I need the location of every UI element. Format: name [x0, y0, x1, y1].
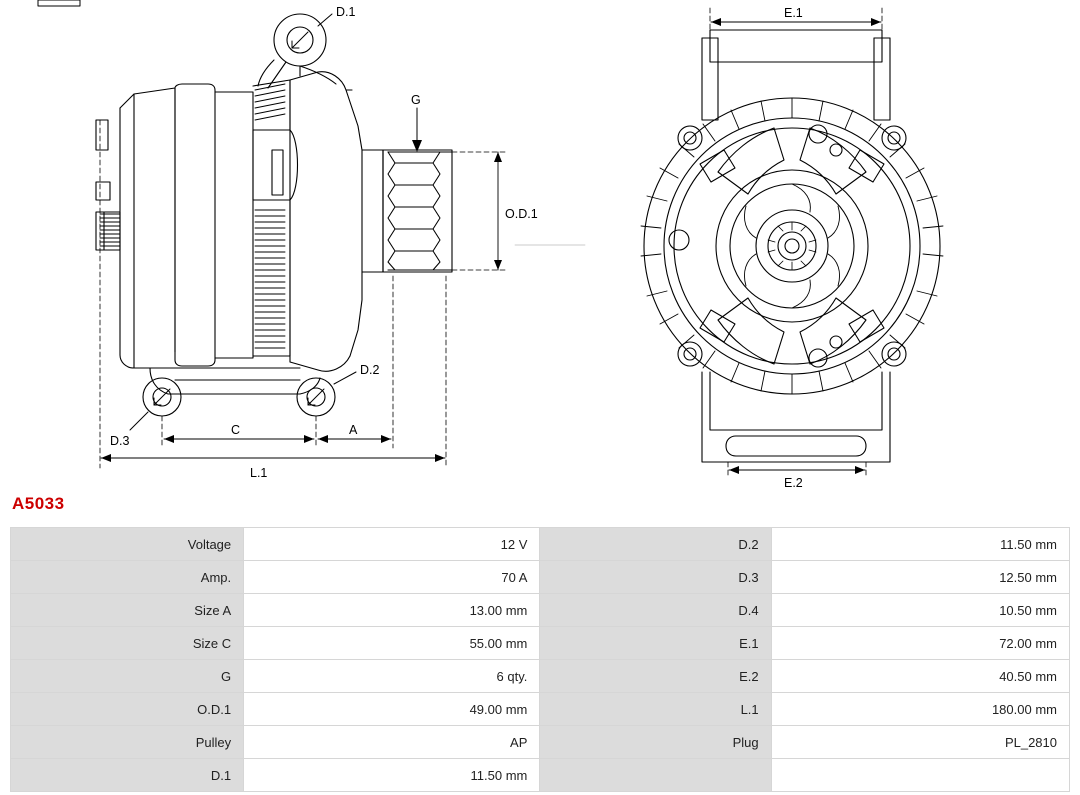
- spec-label: D.2: [540, 528, 771, 561]
- spec-value: 70 A: [244, 561, 540, 594]
- spec-value: 6 qty.: [244, 660, 540, 693]
- label-d3: D.3: [110, 434, 130, 448]
- spec-value: 180.00 mm: [771, 693, 1069, 726]
- table-row: [11, 627, 1070, 660]
- specification-table: [10, 527, 1070, 792]
- label-e1: E.1: [784, 6, 803, 20]
- label-e2: E.2: [784, 476, 803, 490]
- part-number: A5033: [12, 494, 65, 513]
- spec-value: 40.50 mm: [771, 660, 1069, 693]
- spec-value: 11.50 mm: [244, 759, 540, 792]
- spec-label: Size C: [11, 627, 244, 660]
- table-row: [11, 594, 1070, 627]
- label-l1: L.1: [250, 466, 268, 480]
- spec-value: 49.00 mm: [244, 693, 540, 726]
- table-row: [11, 561, 1070, 594]
- spec-value: AP: [244, 726, 540, 759]
- spec-value-empty: [771, 759, 1069, 792]
- spec-value: 12.50 mm: [771, 561, 1069, 594]
- spec-label: Plug: [540, 726, 771, 759]
- label-od1: O.D.1: [505, 207, 538, 221]
- label-g: G: [411, 93, 421, 107]
- table-row: [11, 726, 1070, 759]
- spec-label: D.1: [11, 759, 244, 792]
- spec-value: PL_2810: [771, 726, 1069, 759]
- table-row: [11, 759, 1070, 792]
- spec-label-empty: [540, 759, 771, 792]
- spec-label: Pulley: [11, 726, 244, 759]
- table-row: [11, 528, 1070, 561]
- label-a: A: [349, 423, 358, 437]
- spec-label: E.1: [540, 627, 771, 660]
- spec-value: 55.00 mm: [244, 627, 540, 660]
- table-row: [11, 660, 1070, 693]
- spec-label: L.1: [540, 693, 771, 726]
- label-d1: D.1: [336, 5, 356, 19]
- spec-value: 72.00 mm: [771, 627, 1069, 660]
- spec-label: G: [11, 660, 244, 693]
- table-row: [11, 693, 1070, 726]
- spec-value: 11.50 mm: [771, 528, 1069, 561]
- spec-value: 10.50 mm: [771, 594, 1069, 627]
- spec-label: D.4: [540, 594, 771, 627]
- spec-label: Voltage: [11, 528, 244, 561]
- spec-label: Size A: [11, 594, 244, 627]
- spec-label: O.D.1: [11, 693, 244, 726]
- spec-value: 12 V: [244, 528, 540, 561]
- spec-label: Amp.: [11, 561, 244, 594]
- spec-label: E.2: [540, 660, 771, 693]
- label-c: C: [231, 423, 241, 437]
- spec-value: 13.00 mm: [244, 594, 540, 627]
- spec-label: D.3: [540, 561, 771, 594]
- label-d2: D.2: [360, 363, 380, 377]
